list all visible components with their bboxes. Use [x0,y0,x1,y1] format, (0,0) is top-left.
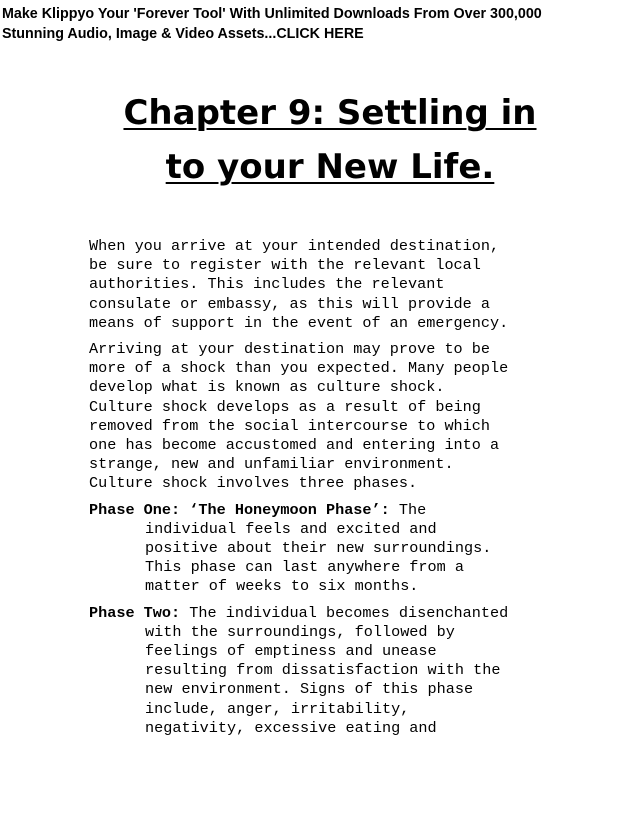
paragraph-line: be sure to register with the relevant local [89,256,481,275]
phase-line: individual feels and excited and [145,519,437,538]
phase-line: with the surroundings, followed by [145,622,455,641]
phase-line: resulting from dissatisfaction with the [145,661,501,680]
promo-banner-line-1: Make Klippyo Your 'Forever Tool' With Unlimited Downloads From Over 300,000 [2,6,542,22]
phase-one-heading-line [89,501,634,520]
phase-line: feelings of emptiness and unease [145,642,437,661]
phase-one-label: Phase One: ‘The Honeymoon Phase’: [89,500,390,519]
phase-line: negativity, excessive eating and [145,718,437,737]
chapter-title-line-1: Chapter 9: Settling in [123,93,537,133]
paragraph-line: more of a shock than you expected. Many people [89,359,509,378]
paragraph-line: Culture shock develops as a result of being [89,397,481,416]
paragraph-line: Culture shock involves three phases. [89,474,418,493]
chapter-title-line-2: to your New Life. [165,147,495,187]
phase-one [89,501,634,597]
paragraph-line: develop what is known as culture shock. [89,378,445,397]
phase-two-first-line: The individual becomes disenchanted [180,603,509,622]
phase-line: positive about their new surroundings. [145,539,492,558]
phase-two-heading-line [89,604,634,623]
paragraph-line: removed from the social intercourse to which [89,416,491,435]
promo-banner-link[interactable] [2,4,632,44]
paragraph-line: Arriving at your destination may prove to be [89,340,491,359]
phase-line: matter of weeks to six months. [145,577,419,596]
paragraph-line: one has become accustomed and entering into a [89,436,500,455]
phase-line: new environment. Signs of this phase [145,680,474,699]
paragraph-line: strange, new and unfamiliar environment. [89,455,454,474]
phase-two [89,604,634,738]
paragraph-culture-shock [89,340,634,494]
paragraph-registration [89,237,634,333]
phase-line: include, anger, irritability, [145,699,410,718]
paragraph-line: means of support in the event of an emergency. [89,313,509,332]
paragraph-line: When you arrive at your intended destination, [89,237,500,255]
paragraph-line: authorities. This includes the relevant [89,275,445,294]
chapter-title [60,86,600,194]
promo-banner-line-2: Stunning Audio, Image & Video Assets...CLICK HERE [2,26,364,42]
chapter-body [89,237,634,745]
phase-line: This phase can last anywhere from a [145,558,464,577]
phase-one-first-line: The [389,500,427,519]
phase-two-label: Phase Two: [89,603,181,622]
paragraph-line: consulate or embassy, as this will provide a [89,294,491,313]
